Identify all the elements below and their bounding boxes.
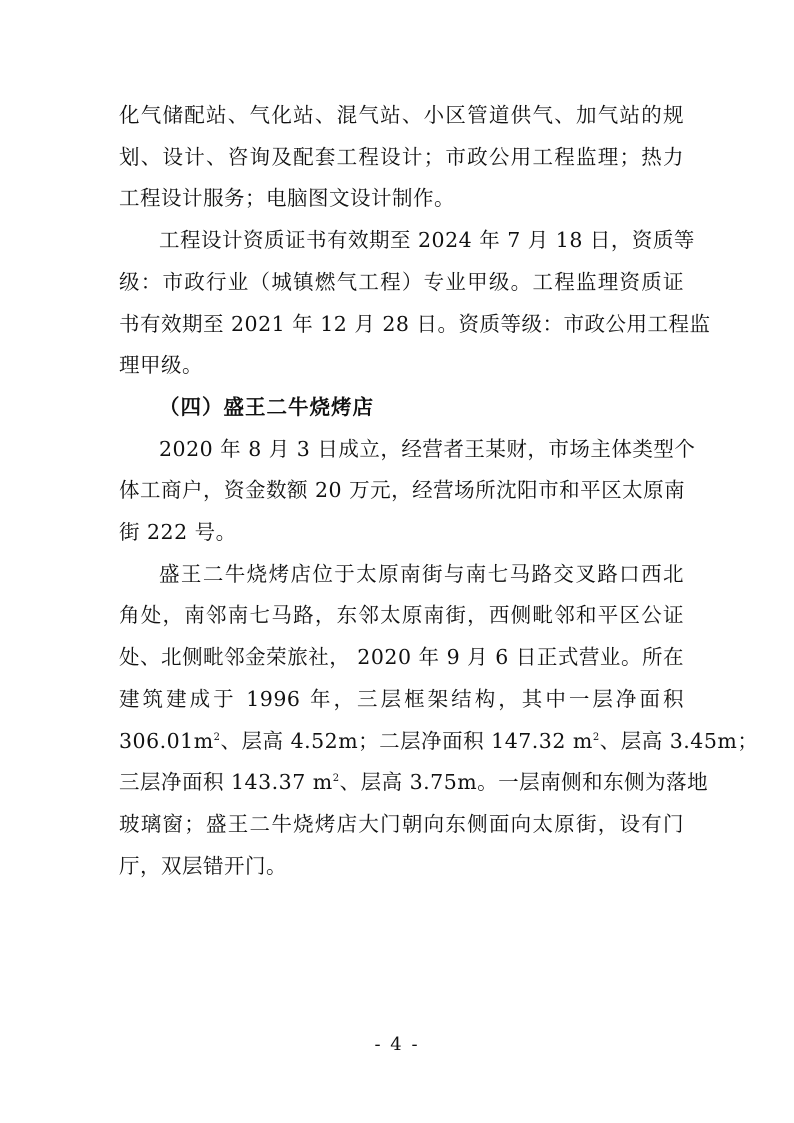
location-line-3: 处、北侧毗邻金荣旅社， 2020 年 9 月 6 日正式营业。所在 — [119, 645, 684, 669]
intro-line-2: 划、设计、咨询及配套工程设计；市政公用工程监理；热力 — [119, 145, 684, 169]
location-line-7: 玻璃窗；盛王二牛烧烤店大门朝向东侧面向太原街，设有门 — [119, 812, 684, 836]
height-second-floor: 、层高 3.45m； — [599, 729, 759, 753]
intro-line-3: 工程设计服务；电脑图文设计制作。 — [119, 186, 455, 210]
qualification-line-2: 级：市政行业（城镇燃气工程）专业甲级。工程监理资质证 — [119, 270, 684, 294]
height-third-floor: 、层高 3.75m。一层南侧和东侧为落地 — [339, 770, 709, 794]
height-first-floor: 、层高 4.52m；二层净面积 147.32 m — [220, 729, 593, 753]
area-first-floor: 306.01m — [119, 729, 214, 753]
registration-line-3: 街 222 号。 — [119, 520, 237, 544]
page-number: - 4 - — [374, 1034, 420, 1055]
superscript-2: 2 — [592, 732, 600, 743]
qualification-line-1: 工程设计资质证书有效期至 2024 年 7 月 18 日，资质等 — [159, 228, 695, 252]
location-line-8: 厅，双层错开门。 — [119, 854, 287, 878]
area-third-floor: 三层净面积 143.37 m — [119, 770, 333, 794]
location-line-2: 角处，南邻南七马路，东邻太原南街，西侧毗邻和平区公证 — [119, 603, 684, 627]
registration-line-2: 体工商户，资金数额 20 万元，经营场所沈阳市和平区太原南 — [119, 478, 686, 502]
superscript-2: 2 — [332, 773, 340, 784]
location-line-5 — [119, 727, 759, 755]
location-line-4: 建筑建成于 1996 年，三层框架结构，其中一层净面积 — [119, 687, 684, 711]
section-heading: （四）盛王二牛烧烤店 — [159, 395, 374, 419]
intro-line-1: 化气储配站、气化站、混气站、小区管道供气、加气站的规 — [119, 103, 684, 127]
registration-line-1: 2020 年 8 月 3 日成立，经营者王某财，市场主体类型个 — [159, 437, 696, 461]
qualification-line-4: 理甲级。 — [119, 353, 203, 377]
superscript-2: 2 — [213, 732, 221, 743]
location-line-1: 盛王二牛烧烤店位于太原南街与南七马路交叉路口西北 — [159, 562, 684, 586]
qualification-line-3: 书有效期至 2021 年 12 月 28 日。资质等级：市政公用工程监 — [119, 312, 711, 336]
location-line-6 — [119, 768, 709, 796]
